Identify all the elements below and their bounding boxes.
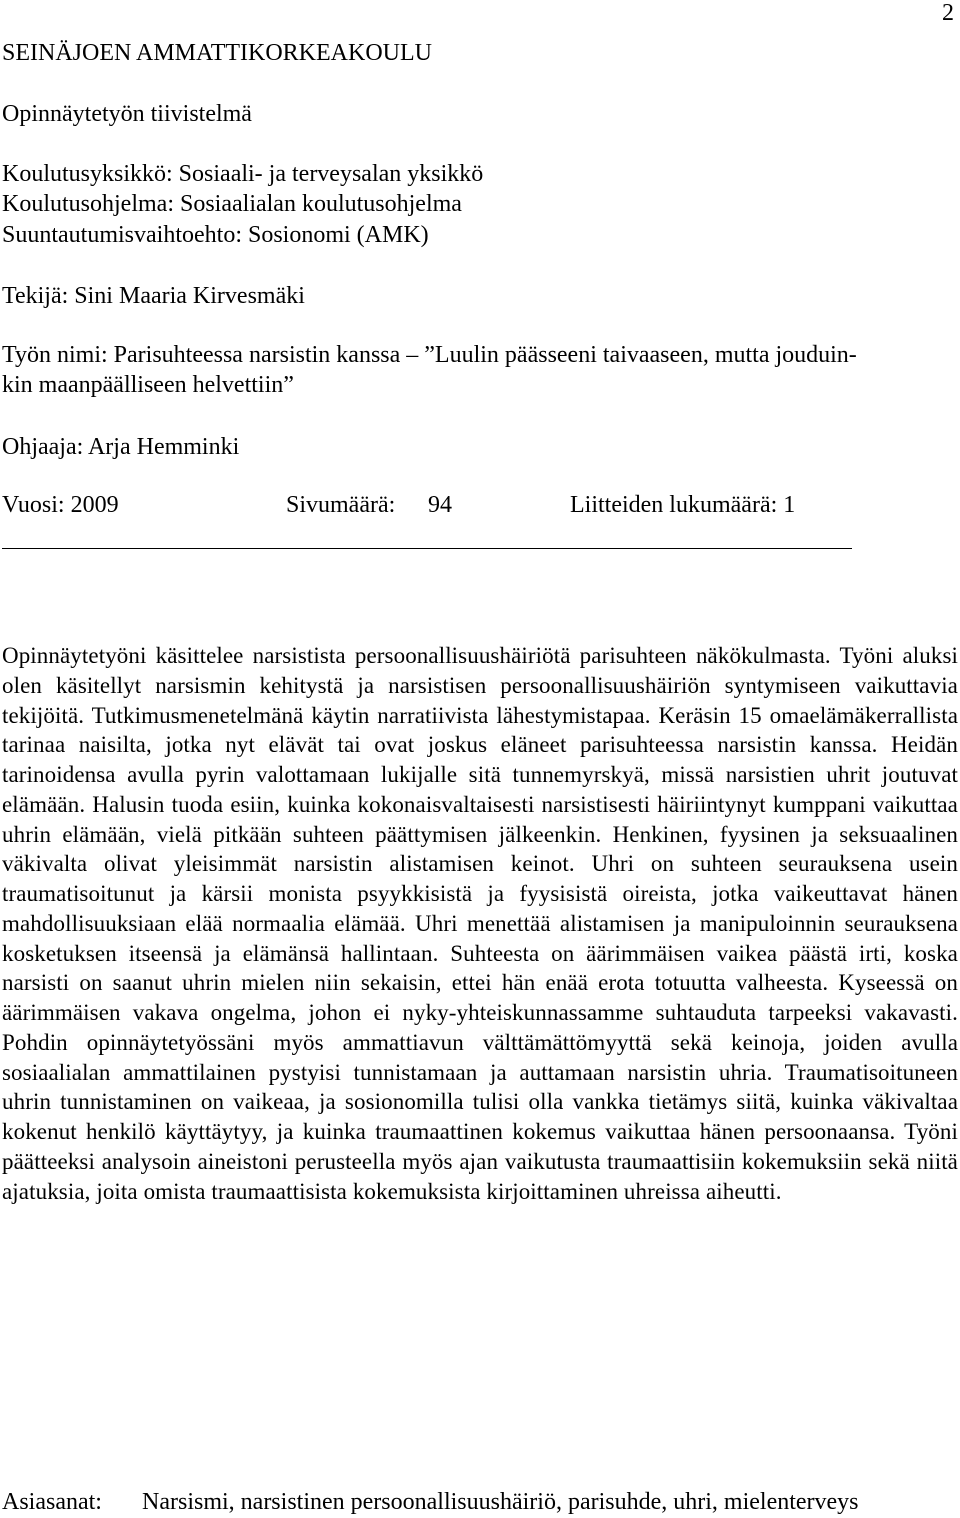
work-title-line-1: Työn nimi: Parisuhteessa narsistin kanssa – ”Luulin päässeeni taivaaseen, mutta jouduin- <box>2 342 857 368</box>
page-number: 2 <box>942 0 954 26</box>
work-title-line-2: kin maanpäälliseen helvettiin” <box>2 372 294 398</box>
page-count-value: 94 <box>428 492 452 518</box>
education-unit: Koulutusyksikkö: Sosiaali- ja terveysalan yksikkö <box>2 161 484 187</box>
institution-heading: SEINÄJOEN AMMATTIKORKEAKOULU <box>2 40 432 66</box>
supervisor: Ohjaaja: Arja Hemminki <box>2 434 240 460</box>
keywords <box>2 1487 859 1517</box>
specialization: Suuntautumisvaihtoehto: Sosionomi (AMK) <box>2 222 429 248</box>
keywords-label: Asiasanat: <box>2 1489 102 1515</box>
year: Vuosi: 2009 <box>2 492 119 518</box>
meta-row <box>2 490 922 520</box>
separator-line <box>2 548 852 549</box>
author: Tekijä: Sini Maaria Kirvesmäki <box>2 283 305 309</box>
page-count-label: Sivumäärä: <box>286 492 396 518</box>
abstract-text: Opinnäytetyöni käsittelee narsistista persoonallisuushäiriötä parisuhteen näkökulmasta. Työni aluksi olen käsitellyt narsismin kehitystä ja narsistisen persoonallisuushäiriön syntymiseen vaikuttavia tekijöitä. Tutkimusmenetelmänä käytin narratiivista lähestymistapaa. Keräsin 15 omaelämäkerrallista tarinaa naisilta, jotka nyt elävät tai ovat joskus eläneet parisuhteessa narsistin kanssa. Heidän tarinoidensa avulla pyrin valottamaan lukijalle sitä tunnemyrskyä, missä narsistien uhrit joutuvat elämään. Halusin tuoda esiin, kuinka kokonaisvaltaisesti narsistisesti häiriintynyt kumppani vaikuttaa uhrin elämään, vielä pitkään suhteen päättymisen jälkeenkin. Henkinen, fyysinen ja seksuaalinen väkivalta olivat yleisimmät narsistin alistamisen keinot. Uhri on suhteen seurauksena usein traumatisoitunut ja kärsii monista psyykkisistä ja fyysisistä oireista, jotka vaikeuttavat hänen mahdollisuuksiaan elää normaalia elämää. Uhri menettää alistamisen ja manipuloinnin seurauksena kosketuksen itseensä ja elämänsä hallintaan. Suhteesta on äärimmäisen vaikea päästä irti, koska narsisti on saanut uhrin mielen niin sekaisin, ettei hän enää erota totuutta valheesta. Kyseessä on äärimmäisen vakava ongelma, johon ei nyky-yhteiskunnassamme suhtauduta tarpeeksi vakavasti. Pohdin opinnäytetyössäni myös ammattiavun välttämättömyyttä sekä keinoja, joiden avulla sosiaalialan ammattilainen pystyisi tunnistamaan ja auttamaan narsistin uhria. Traumatisoituneen uhrin tunnistaminen on vaikeaa, ja sosionomilla tulisi olla vankka tietämys siitä, kuinka väkivaltaa kokenut henkilö käyttäytyy, ja kuinka traumaattinen kokemus vaikuttaa hänen persoonaansa. Työni päätteeksi analysoin aineistoni perusteella myös ajan vaikutusta traumaattisiin kokemuksiin sekä niitä ajatuksia, joita omista traumaattisista kokemuksista kirjoittaminen uhreissa aiheutti. <box>2 643 958 1204</box>
appendix-count: Liitteiden lukumäärä: 1 <box>570 492 796 518</box>
document-type: Opinnäytetyön tiivistelmä <box>2 101 252 127</box>
degree-programme: Koulutusohjelma: Sosiaalialan koulutusohjelma <box>2 191 462 217</box>
keywords-value: Narsismi, narsistinen persoonallisuushäiriö, parisuhde, uhri, mielenterveys <box>142 1489 859 1515</box>
